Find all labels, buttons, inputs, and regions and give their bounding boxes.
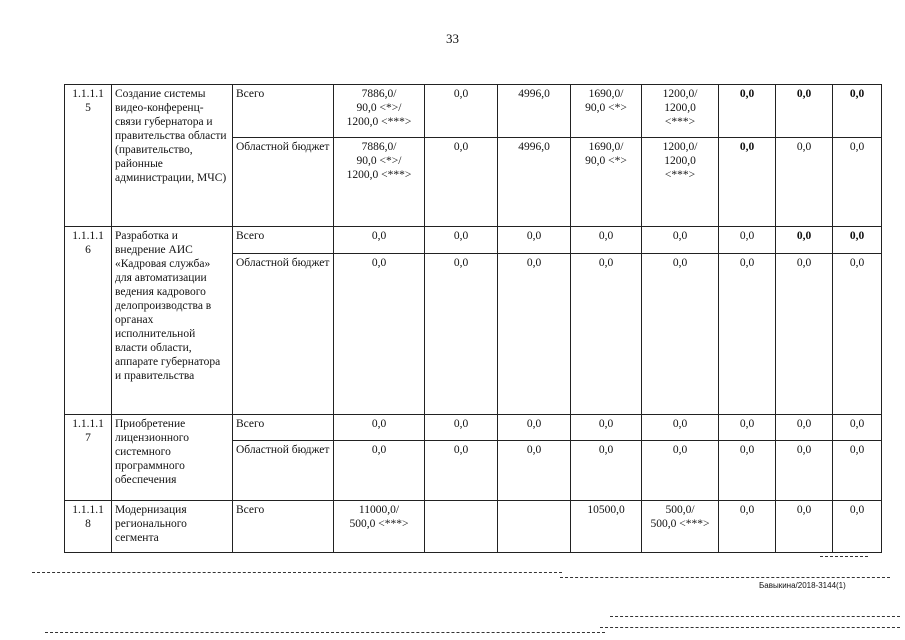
value-year-2: 4996,0	[498, 85, 571, 138]
funding-source: Всего	[233, 415, 334, 441]
value-total: 0,0	[334, 254, 425, 415]
value-year-4: 0,0	[642, 254, 719, 415]
value-year-1: 0,0	[425, 441, 498, 501]
value-year-3: 10500,0	[571, 501, 642, 553]
item-number: 1.1.1.1 5	[65, 85, 112, 227]
value-year-3: 0,0	[571, 441, 642, 501]
value-year-1: 0,0	[425, 138, 498, 227]
value-year-1	[425, 501, 498, 553]
value-year-6: 0,0	[776, 85, 833, 138]
value-year-2: 0,0	[498, 254, 571, 415]
value-year-2: 0,0	[498, 227, 571, 254]
value-year-2	[498, 501, 571, 553]
item-name: Создание системы видео-конференц-связи губернатора и правительства области (правительство, районные администрации, МЧС)	[112, 85, 233, 227]
value-year-3: 1690,0/ 90,0 <*>	[571, 85, 642, 138]
value-year-6: 0,0	[776, 227, 833, 254]
value-year-3: 0,0	[571, 254, 642, 415]
value-year-5: 0,0	[719, 85, 776, 138]
value-year-7: 0,0	[833, 138, 882, 227]
value-year-4: 1200,0/ 1200,0 <***>	[642, 85, 719, 138]
value-total: 0,0	[334, 415, 425, 441]
value-year-5: 0,0	[719, 415, 776, 441]
value-year-6: 0,0	[776, 138, 833, 227]
value-year-2: 4996,0	[498, 138, 571, 227]
value-year-4: 1200,0/ 1200,0 <***>	[642, 138, 719, 227]
value-year-1: 0,0	[425, 254, 498, 415]
value-year-1: 0,0	[425, 415, 498, 441]
item-name: Модернизация регионального сегмента	[112, 501, 233, 553]
scan-rule	[32, 572, 562, 573]
table-body	[65, 85, 882, 553]
value-year-2: 0,0	[498, 441, 571, 501]
table-row	[65, 85, 882, 138]
table-row	[65, 415, 882, 441]
value-year-7: 0,0	[833, 227, 882, 254]
table-row	[65, 227, 882, 254]
table-row	[65, 501, 882, 553]
item-name: Приобретение лицензионного системного программного обеспечения	[112, 415, 233, 501]
document-code: Бавыкина/2018-3144(1)	[759, 581, 846, 590]
value-year-4: 500,0/ 500,0 <***>	[642, 501, 719, 553]
scan-rule	[600, 627, 900, 628]
funding-source: Областной бюджет	[233, 441, 334, 501]
funding-source: Всего	[233, 501, 334, 553]
value-year-1: 0,0	[425, 85, 498, 138]
value-total: 7886,0/ 90,0 <*>/ 1200,0 <***>	[334, 138, 425, 227]
value-year-7: 0,0	[833, 441, 882, 501]
value-year-6: 0,0	[776, 501, 833, 553]
value-year-5: 0,0	[719, 441, 776, 501]
value-year-7: 0,0	[833, 415, 882, 441]
value-year-7: 0,0	[833, 85, 882, 138]
scan-rule	[560, 577, 890, 578]
value-year-4: 0,0	[642, 415, 719, 441]
value-total: 0,0	[334, 227, 425, 254]
funding-source: Всего	[233, 227, 334, 254]
item-number: 1.1.1.1 7	[65, 415, 112, 501]
value-year-5: 0,0	[719, 254, 776, 415]
funding-source: Областной бюджет	[233, 254, 334, 415]
value-year-4: 0,0	[642, 227, 719, 254]
item-number: 1.1.1.1 8	[65, 501, 112, 553]
scan-rule	[45, 632, 605, 633]
value-year-3: 0,0	[571, 227, 642, 254]
value-year-6: 0,0	[776, 441, 833, 501]
scan-rule	[610, 616, 900, 617]
budget-table	[64, 84, 882, 553]
item-name: Разработка и внедрение АИС «Кадровая служба» для автоматизации ведения кадрового делопроизводства в органах исполнительной власти области, аппарате губернатора и правительства	[112, 227, 233, 415]
value-year-6: 0,0	[776, 254, 833, 415]
value-year-5: 0,0	[719, 501, 776, 553]
funding-source: Областной бюджет	[233, 138, 334, 227]
value-year-6: 0,0	[776, 415, 833, 441]
value-year-7: 0,0	[833, 501, 882, 553]
value-year-7: 0,0	[833, 254, 882, 415]
value-year-5: 0,0	[719, 138, 776, 227]
value-total: 0,0	[334, 441, 425, 501]
value-total: 7886,0/ 90,0 <*>/ 1200,0 <***>	[334, 85, 425, 138]
scan-rule	[820, 556, 868, 557]
item-number: 1.1.1.1 6	[65, 227, 112, 415]
value-year-3: 0,0	[571, 415, 642, 441]
page-number: 33	[446, 31, 459, 46]
value-year-2: 0,0	[498, 415, 571, 441]
value-year-5: 0,0	[719, 227, 776, 254]
value-year-1: 0,0	[425, 227, 498, 254]
value-year-3: 1690,0/ 90,0 <*>	[571, 138, 642, 227]
value-total: 11000,0/ 500,0 <***>	[334, 501, 425, 553]
funding-source: Всего	[233, 85, 334, 138]
value-year-4: 0,0	[642, 441, 719, 501]
